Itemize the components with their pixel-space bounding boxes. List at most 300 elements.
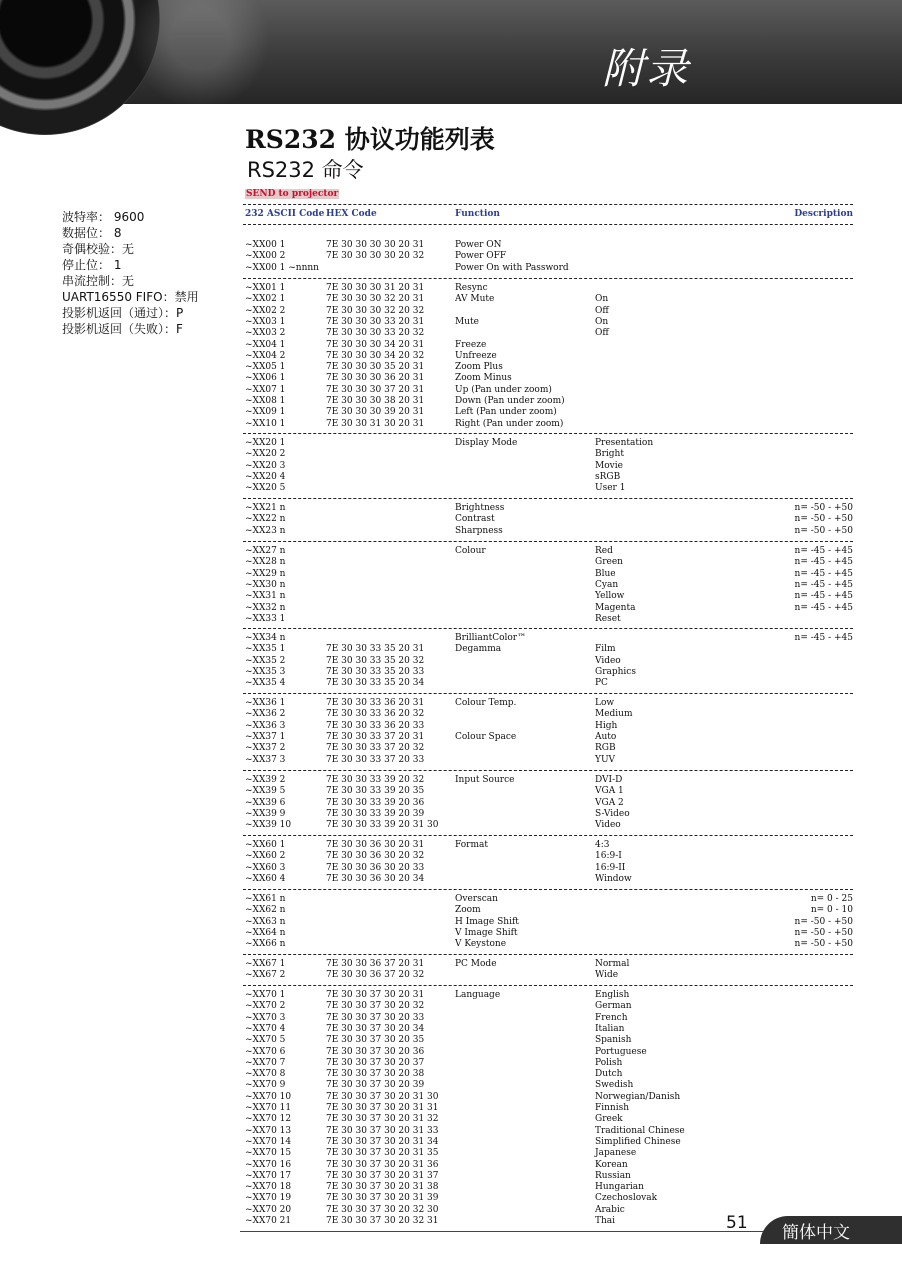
function: Input Source [455,775,515,785]
table-row [245,1114,853,1125]
ascii-code: ~XX28 n [245,557,286,568]
table-row [245,851,853,862]
ascii-code: ~XX70 7 [245,1057,286,1068]
description: n= 0 - 25 [810,894,853,904]
table-row [245,1092,853,1103]
group-divider [243,278,853,279]
table-row [245,351,853,362]
ascii-code: ~XX02 1 [245,294,286,305]
function: Overscan [455,894,498,904]
serial-parameters [62,209,199,337]
function: Colour Space [455,731,517,742]
table-row [245,1080,853,1091]
description: n= -50 - +50 [794,525,853,536]
function: Power ON [455,240,502,250]
hex-code: 7E 30 30 37 30 20 32 31 [326,1216,439,1226]
setting: Wide [595,970,619,981]
group-divider [243,954,853,955]
hex-code: 7E 30 30 37 30 20 39 [326,1080,425,1091]
ascii-code: ~XX70 3 [245,1012,286,1023]
group-divider [243,985,853,986]
setting: High [595,720,618,731]
hex-code: 7E 30 30 37 30 20 31 31 [326,1103,439,1113]
table-row [245,449,853,460]
ascii-code: ~XX70 18 [245,1182,292,1193]
hex-code: 7E 30 30 37 30 20 31 30 [326,1091,439,1102]
setting: Red [595,546,613,556]
column-header-function: Function [455,209,500,219]
table-row [245,396,853,407]
ascii-code: ~XX20 4 [245,471,286,482]
table-row [245,317,853,328]
table-row [245,1069,853,1080]
table-row [245,472,853,483]
hex-code: 7E 30 30 37 30 20 35 [326,1035,425,1046]
ascii-code: ~XX00 1 ~nnnn [245,262,319,273]
function: Contrast [455,514,495,525]
setting: On [595,294,609,305]
serial-param: 奇偶校验：无 [62,242,135,256]
serial-param: 停止位： 1 [62,258,122,272]
ascii-code: ~XX37 2 [245,743,286,754]
setting: Movie [595,460,623,471]
function: AV Mute [455,294,495,305]
setting: Normal [595,959,630,969]
setting: Swedish [595,1080,634,1091]
ascii-code: ~XX01 1 [245,283,286,293]
hex-code: 7E 30 30 33 36 20 32 [326,709,425,720]
setting: 16:9-II [595,862,626,873]
hex-code: 7E 30 30 37 30 20 38 [326,1069,425,1080]
hex-code: 7E 30 30 30 37 20 31 [326,384,425,395]
ascii-code: ~XX70 15 [245,1148,292,1159]
setting: Spanish [595,1035,632,1046]
table-row [245,894,853,905]
table-row [245,755,853,766]
hex-code: 7E 30 30 36 30 20 33 [326,862,425,873]
ascii-code: ~XX70 16 [245,1159,292,1170]
table-row [245,990,853,1001]
setting: Cyan [595,579,619,590]
page-subtitle: RS232 命令 [247,158,364,182]
table-row [245,732,853,743]
setting: Yellow [595,591,625,602]
table-row [245,1013,853,1024]
hex-code: 7E 30 30 33 39 20 39 [326,808,425,819]
table-row [245,928,853,939]
hex-code: 7E 30 30 33 35 20 32 [326,655,425,666]
setting: Video [595,820,621,831]
hex-code: 7E 30 30 33 35 20 34 [326,678,425,689]
ascii-code: ~XX60 4 [245,873,286,884]
ascii-code: ~XX04 1 [245,339,286,350]
table-row [245,939,853,950]
lens-glare [130,0,270,110]
table-row [245,840,853,851]
hex-code: 7E 30 30 37 30 20 32 30 [326,1204,439,1215]
table-row [245,1024,853,1035]
table-row [245,786,853,797]
function: Zoom Plus [455,362,503,373]
chapter-title: 附录 [601,44,690,93]
hex-code: 7E 30 30 30 38 20 31 [326,396,425,406]
description: n= -50 - +50 [794,939,853,950]
function: V Image Shift [455,927,518,938]
table-row [245,546,853,557]
hex-code: 7E 30 30 30 31 20 31 [326,283,425,293]
table-row [245,1126,853,1137]
column-header-ascii: 232 ASCII Code [245,209,325,219]
function: Colour [455,546,486,556]
description: n= -50 - +50 [794,916,853,927]
column-header-hex: HEX Code [326,209,377,219]
ascii-code: ~XX20 2 [245,449,286,460]
table-row [245,1205,853,1216]
function: Degamma [455,644,502,655]
ascii-code: ~XX10 1 [245,418,286,429]
setting: RGB [595,743,616,754]
setting: VGA 2 [595,797,624,808]
table-row [245,1148,853,1159]
setting: YUV [595,754,616,765]
table-row [245,1171,853,1182]
table-row [245,1137,853,1148]
function: Resync [455,283,488,293]
ascii-code: ~XX70 21 [245,1216,292,1226]
table-row [245,438,853,449]
hex-code: 7E 30 30 37 30 20 31 32 [326,1114,439,1125]
ascii-code: ~XX20 1 [245,438,286,448]
group-divider [243,628,853,629]
setting: Window [595,873,632,884]
hex-code: 7E 30 30 37 30 20 31 38 [326,1182,439,1193]
table-row [245,863,853,874]
hex-code: 7E 30 30 37 30 20 36 [326,1046,425,1057]
table-row [245,591,853,602]
ascii-code: ~XX70 17 [245,1170,292,1181]
table-row [245,294,853,305]
table-row [245,1035,853,1046]
setting: Green [595,557,623,568]
ascii-code: ~XX35 4 [245,678,286,689]
setting: 4:3 [595,840,610,850]
function: Zoom Minus [455,373,512,384]
setting: German [595,1001,632,1012]
ascii-code: ~XX64 n [245,927,286,938]
table-row [245,373,853,384]
group-divider [243,693,853,694]
function: Power OFF [455,251,507,262]
hex-code: 7E 30 30 31 30 20 31 [326,418,425,429]
hex-code: 7E 30 30 36 37 20 31 [326,959,425,969]
ascii-code: ~XX20 5 [245,483,286,494]
function: Sharpness [455,525,503,536]
ascii-code: ~XX35 2 [245,655,286,666]
serial-param: 投影机返回（失败）：F [62,322,183,336]
table-row [245,820,853,831]
function: Mute [455,316,479,327]
ascii-code: ~XX70 2 [245,1001,286,1012]
function: PC Mode [455,959,497,969]
ascii-code: ~XX07 1 [245,384,286,395]
function: Format [455,840,488,850]
setting: Italian [595,1023,625,1034]
table-row [245,1103,853,1114]
setting: PC [595,678,608,689]
hex-code: 7E 30 30 33 35 20 31 [326,644,425,655]
ascii-code: ~XX70 12 [245,1114,292,1125]
function: Unfreeze [455,350,497,361]
ascii-code: ~XX27 n [245,546,286,556]
ascii-code: ~XX70 5 [245,1035,286,1046]
function: Left (Pan under zoom) [455,407,557,418]
table-row [245,461,853,472]
hex-code: 7E 30 30 30 32 20 32 [326,305,425,316]
table-row [245,743,853,754]
table-row [245,1160,853,1171]
function: Display Mode [455,438,518,448]
table-row [245,503,853,514]
ascii-code: ~XX29 n [245,568,286,579]
setting: User 1 [595,483,626,494]
table-row [245,644,853,655]
hex-code: 7E 30 30 30 30 20 31 [326,240,425,250]
ascii-code: ~XX70 1 [245,990,286,1000]
ascii-code: ~XX09 1 [245,407,286,418]
ascii-code: ~XX00 2 [245,251,286,262]
hex-code: 7E 30 30 33 36 20 31 [326,698,425,708]
ascii-code: ~XX61 n [245,894,286,904]
table-row [245,328,853,339]
ascii-code: ~XX60 3 [245,862,286,873]
setting: Bright [595,449,624,460]
hex-code: 7E 30 30 37 30 20 31 34 [326,1136,439,1147]
function: Up (Pan under zoom) [455,384,552,395]
table-row [245,483,853,494]
hex-code: 7E 30 30 36 30 20 32 [326,851,425,862]
serial-param: 串流控制：无 [62,274,135,288]
ascii-code: ~XX70 9 [245,1080,286,1091]
table-row [245,798,853,809]
setting: VGA 1 [595,786,624,797]
table-row [245,603,853,614]
description: n= -45 - +45 [794,591,853,602]
hex-code: 7E 30 30 36 30 20 34 [326,873,425,884]
table-row [245,614,853,625]
hex-code: 7E 30 30 37 30 20 31 39 [326,1193,439,1204]
table-row [245,678,853,689]
ascii-code: ~XX39 5 [245,786,286,797]
ascii-code: ~XX39 6 [245,797,286,808]
table-row [245,340,853,351]
table-row [245,917,853,928]
hex-code: 7E 30 30 30 39 20 31 [326,407,425,418]
description: n= -45 - +45 [794,602,853,613]
setting: Traditional Chinese [595,1125,685,1136]
table-row [245,362,853,373]
table-row [245,306,853,317]
ascii-code: ~XX37 3 [245,754,286,765]
ascii-code: ~XX34 n [245,633,286,643]
description: n= -50 - +50 [794,514,853,525]
setting: Off [595,328,609,339]
table-row [245,1058,853,1069]
setting: Low [595,698,615,708]
setting: Korean [595,1159,628,1170]
table-row [245,407,853,418]
serial-param: 数据位： 8 [62,226,122,240]
table-row [245,283,853,294]
ascii-code: ~XX67 1 [245,959,286,969]
table-row [245,526,853,537]
function: H Image Shift [455,916,519,927]
group-divider [243,433,853,434]
hex-code: 7E 30 30 30 34 20 31 [326,339,425,350]
setting: Off [595,305,609,316]
ascii-code: ~XX03 1 [245,316,286,327]
setting: Reset [595,613,621,624]
group-divider [243,498,853,499]
table-row [245,419,853,430]
ascii-code: ~XX05 1 [245,362,286,373]
hex-code: 7E 30 30 37 30 20 31 37 [326,1170,439,1181]
table-row [245,251,853,262]
ascii-code: ~XX60 2 [245,851,286,862]
function: Power On with Password [455,262,569,273]
ascii-code: ~XX62 n [245,905,286,916]
table-row [245,970,853,981]
ascii-code: ~XX70 10 [245,1091,292,1102]
ascii-code: ~XX67 2 [245,970,286,981]
send-label: SEND to projector [246,189,339,199]
hex-code: 7E 30 30 37 30 20 31 36 [326,1159,439,1170]
table-row [245,1001,853,1012]
function: BrilliantColor™ [455,633,527,643]
table-row [245,1047,853,1058]
description: n= -45 - +45 [794,557,853,568]
setting: Blue [595,568,616,579]
table-row [245,263,853,274]
setting: Czechoslovak [595,1193,658,1204]
hex-code: 7E 30 30 30 35 20 31 [326,362,425,373]
description: n= -45 - +45 [794,633,853,643]
ascii-code: ~XX35 3 [245,666,286,677]
description: n= 0 - 10 [810,905,853,916]
function: Freeze [455,339,487,350]
page-number: 51 [726,1213,748,1233]
hex-code: 7E 30 30 30 30 20 32 [326,251,425,262]
header-banner [0,0,902,104]
setting: Portuguese [595,1046,647,1057]
table-row [245,557,853,568]
setting: Norwegian/Danish [595,1091,681,1102]
description: n= -50 - +50 [794,503,853,513]
setting: French [595,1012,628,1023]
hex-code: 7E 30 30 33 37 20 32 [326,743,425,754]
serial-param: UART16550 FIFO：禁用 [62,290,199,304]
function: Right (Pan under zoom) [455,418,564,429]
ascii-code: ~XX32 n [245,602,286,613]
hex-code: 7E 30 30 33 39 20 31 30 [326,820,439,831]
ascii-code: ~XX60 1 [245,840,286,850]
hex-code: 7E 30 30 33 39 20 36 [326,797,425,808]
column-header-description: Description [794,209,853,219]
setting: Hungarian [595,1182,644,1193]
table-row [245,721,853,732]
table-row [245,874,853,885]
ascii-code: ~XX00 1 [245,240,286,250]
setting: English [595,990,630,1000]
function: Zoom [455,905,481,916]
ascii-code: ~XX35 1 [245,644,286,655]
setting: Arabic [595,1204,625,1215]
table-row [245,385,853,396]
hex-code: 7E 30 30 37 30 20 31 33 [326,1125,439,1136]
hex-code: 7E 30 30 33 37 20 33 [326,754,425,765]
group-divider [243,835,853,836]
ascii-code: ~XX36 3 [245,720,286,731]
hex-code: 7E 30 30 33 39 20 32 [326,775,425,785]
setting: Auto [595,731,617,742]
ascii-code: ~XX70 13 [245,1125,292,1136]
table-row [245,633,853,644]
table-row [245,905,853,916]
ascii-code: ~XX70 20 [245,1204,292,1215]
hex-code: 7E 30 30 37 30 20 31 [326,990,425,1000]
hex-code: 7E 30 30 33 36 20 33 [326,720,425,731]
footer-language: 簡体中文 [782,1223,850,1243]
ascii-code: ~XX36 2 [245,709,286,720]
setting: sRGB [595,471,621,482]
description: n= -45 - +45 [794,546,853,556]
table-row [245,1216,853,1227]
table-row [245,667,853,678]
setting: Simplified Chinese [595,1136,681,1147]
ascii-code: ~XX20 3 [245,460,286,471]
table-row [245,775,853,786]
description: n= -45 - +45 [794,579,853,590]
hex-code: 7E 30 30 37 30 20 32 [326,1001,425,1012]
ascii-code: ~XX39 9 [245,808,286,819]
group-divider [243,541,853,542]
group-divider [243,889,853,890]
setting: Presentation [595,438,654,448]
hex-code: 7E 30 30 36 30 20 31 [326,840,425,850]
setting: Film [595,644,616,655]
hex-code: 7E 30 30 36 37 20 32 [326,970,425,981]
setting: Finnish [595,1103,630,1113]
setting: Graphics [595,666,636,677]
setting: Dutch [595,1069,623,1080]
table-row [245,698,853,709]
setting: Greek [595,1114,623,1125]
divider [243,204,853,205]
ascii-code: ~XX70 19 [245,1193,292,1204]
ascii-code: ~XX70 6 [245,1046,286,1057]
setting: Video [595,655,621,666]
ascii-code: ~XX30 n [245,579,286,590]
hex-code: 7E 30 30 33 35 20 33 [326,666,425,677]
ascii-code: ~XX70 4 [245,1023,286,1034]
ascii-code: ~XX21 n [245,503,286,513]
ascii-code: ~XX66 n [245,939,286,950]
function: V Keystone [455,939,507,950]
table-row [245,569,853,580]
hex-code: 7E 30 30 30 34 20 32 [326,350,425,361]
ascii-code: ~XX39 10 [245,820,292,831]
table-row [245,959,853,970]
hex-code: 7E 30 30 37 30 20 31 35 [326,1148,439,1159]
